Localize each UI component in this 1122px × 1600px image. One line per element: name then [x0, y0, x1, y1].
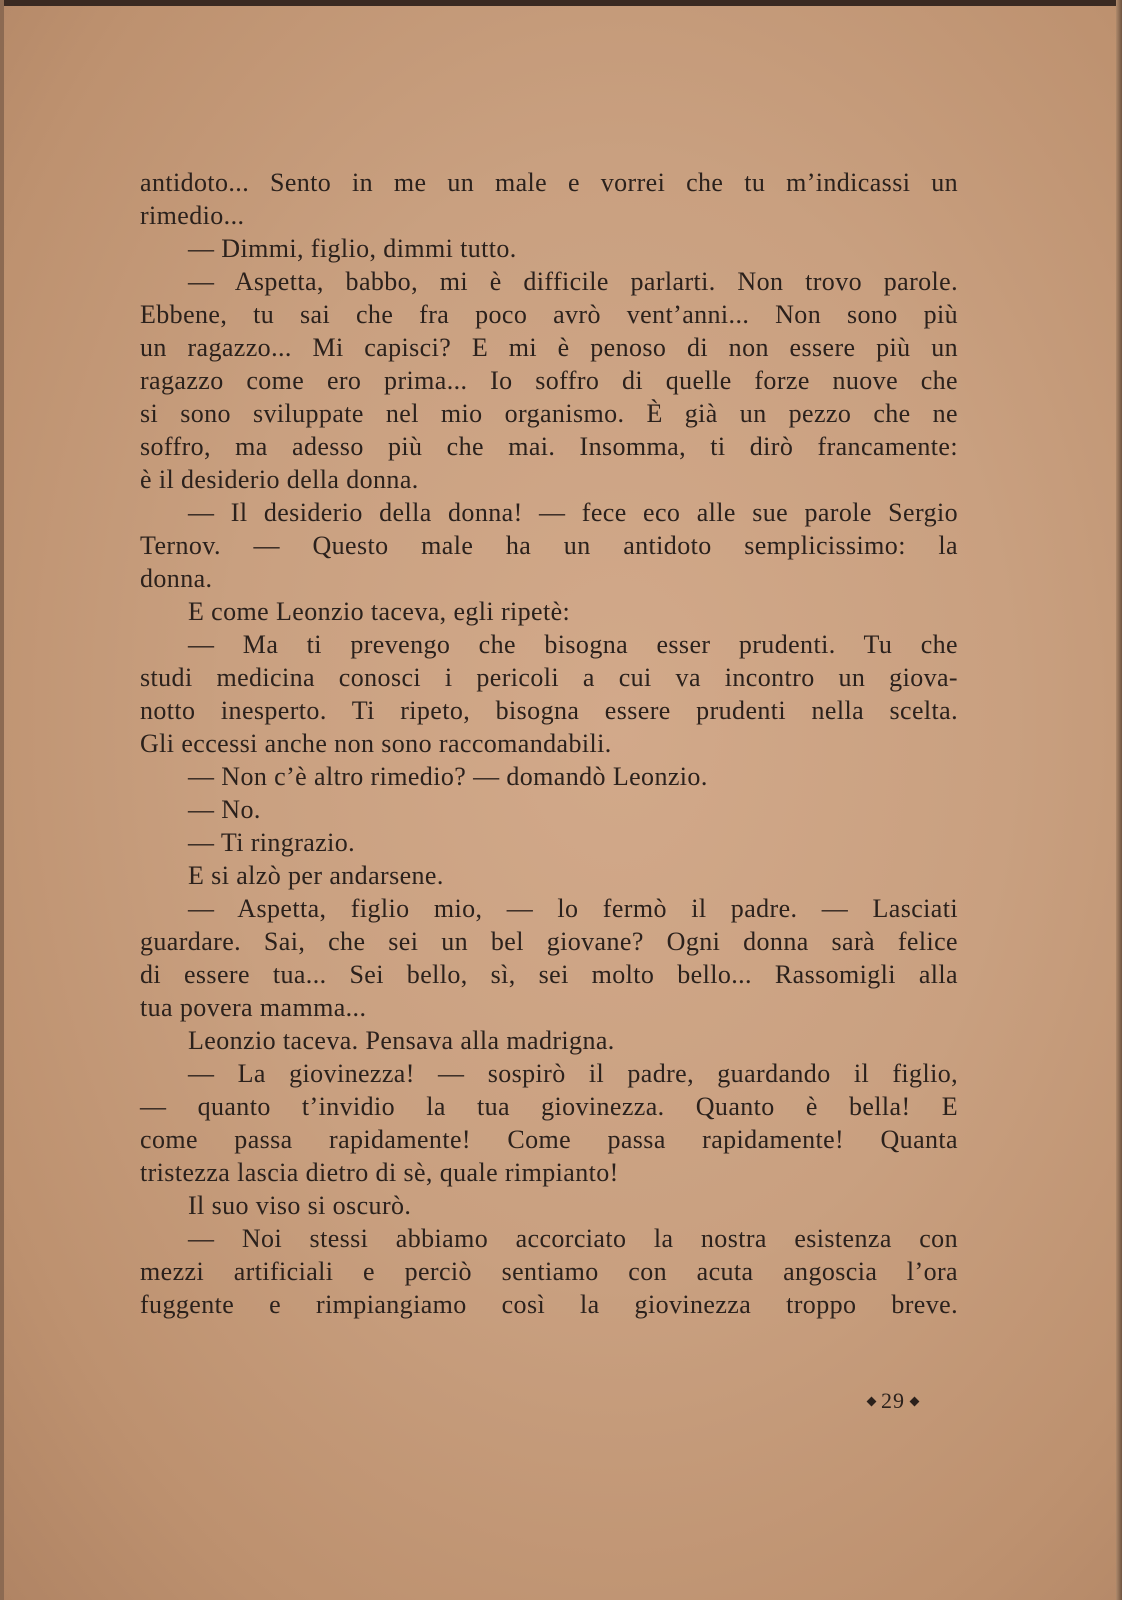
text-line: soffro, ma adesso più che mai. Insomma, ti dirò francamente:: [140, 432, 958, 461]
text-line: donna.: [140, 564, 213, 593]
text-line: — Non c’è altro rimedio? — domandò Leonzio.: [188, 762, 708, 791]
page-number: [862, 1388, 924, 1414]
text-line: antidoto... Sento in me un male e vorrei che tu m’indicassi un: [140, 168, 958, 197]
text-line: è il desiderio della donna.: [140, 465, 419, 494]
text-line: Ebbene, tu sai che fra poco avrò vent’anni... Non sono più: [140, 300, 958, 329]
text-line: Ternov. — Questo male ha un antidoto semplicissimo: la: [140, 531, 958, 560]
page-top-edge: [0, 0, 1122, 6]
text-line: tristezza lascia dietro di sè, quale rimpianto!: [140, 1158, 619, 1187]
page-number-label: 29: [881, 1388, 905, 1413]
text-line: tua povera mamma...: [140, 993, 367, 1022]
body-text: [140, 166, 958, 1321]
text-line: — No.: [188, 795, 261, 824]
text-line: di essere tua... Sei bello, sì, sei molto bello... Rassomigli alla: [140, 960, 958, 989]
text-line: notto inesperto. Ti ripeto, bisogna essere prudenti nella scelta.: [140, 696, 958, 725]
text-line: — La giovinezza! — sospirò il padre, guardando il figlio,: [188, 1059, 958, 1088]
text-line: — Ma ti prevengo che bisogna esser prudenti. Tu che: [188, 630, 958, 659]
text-line: guardare. Sai, che sei un bel giovane? Ogni donna sarà felice: [140, 927, 958, 956]
diamond-ornament-icon: [867, 1397, 877, 1407]
text-line: studi medicina conosci i pericoli a cui va incontro un giova-: [140, 663, 958, 692]
text-line: Gli eccessi anche non sono raccomandabili.: [140, 729, 612, 758]
text-line: rimedio...: [140, 201, 245, 230]
text-line: E come Leonzio taceva, egli ripetè:: [188, 597, 571, 626]
page-right-edge: [1116, 0, 1122, 1600]
page-left-edge: [0, 0, 4, 1600]
text-line: Leonzio taceva. Pensava alla madrigna.: [188, 1026, 615, 1055]
text-line: — Ti ringrazio.: [188, 828, 356, 857]
text-line: — Noi stessi abbiamo accorciato la nostra esistenza con: [188, 1224, 958, 1253]
text-line: E si alzò per andarsene.: [188, 861, 444, 890]
text-line: si sono sviluppate nel mio organismo. È già un pezzo che ne: [140, 399, 958, 428]
text-line: Il suo viso si oscurò.: [188, 1191, 412, 1220]
text-line: fuggente e rimpiangiamo così la giovinezza troppo breve.: [140, 1290, 958, 1319]
text-line: come passa rapidamente! Come passa rapidamente! Quanta: [140, 1125, 958, 1154]
text-line: — quanto t’invidio la tua giovinezza. Quanto è bella! E: [140, 1092, 958, 1121]
text-line: — Aspetta, babbo, mi è difficile parlarti. Non trovo parole.: [188, 267, 958, 296]
text-line: mezzi artificiali e perciò sentiamo con acuta angoscia l’ora: [140, 1257, 958, 1286]
text-line: ragazzo come ero prima... Io soffro di quelle forze nuove che: [140, 366, 958, 395]
text-line: — Dimmi, figlio, dimmi tutto.: [188, 234, 517, 263]
diamond-ornament-icon: [910, 1397, 920, 1407]
text-line: — Il desiderio della donna! — fece eco alle sue parole Sergio: [188, 498, 958, 527]
text-line: un ragazzo... Mi capisci? E mi è penoso di non essere più un: [140, 333, 958, 362]
text-line: — Aspetta, figlio mio, — lo fermò il padre. — Lasciati: [188, 894, 958, 923]
